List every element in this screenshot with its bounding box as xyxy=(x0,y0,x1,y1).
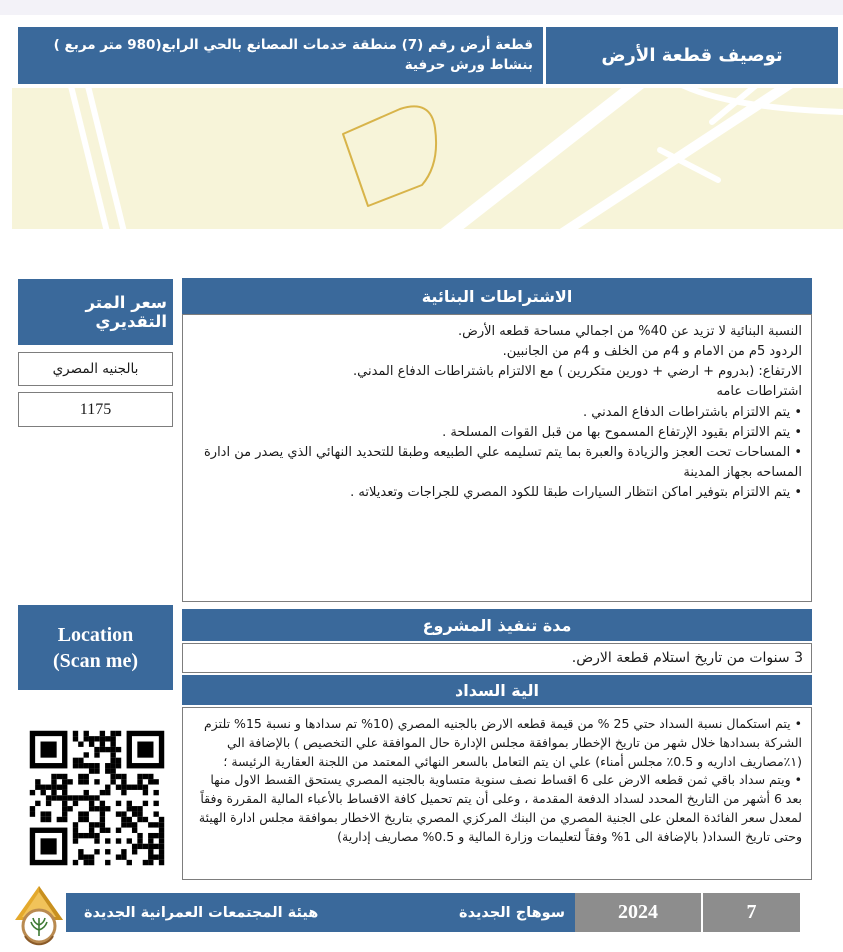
payment-title: الية السداد xyxy=(182,675,812,705)
qr-code xyxy=(24,722,170,874)
price-currency: بالجنيه المصري xyxy=(18,352,173,386)
map-road xyxy=(87,88,125,229)
location-label-line2: (Scan me) xyxy=(53,649,138,672)
requirement-line: الارتفاع: (بدروم + ارضي + دورين متكررين ) مع الالتزام باشتراطات الدفاع المدني. xyxy=(353,364,802,380)
footer-bar xyxy=(66,893,575,932)
requirement-line: اشتراطات عامه xyxy=(716,384,802,400)
price-value: 1175 xyxy=(18,392,173,427)
requirement-line: • يتم الالتزام باشتراطات الدفاع المدني . xyxy=(583,404,802,420)
qr-code-graphic xyxy=(24,722,170,874)
location-label xyxy=(18,605,173,690)
requirement-line: الردود 5م من الامام و 4م من الخلف و 4م من الجانبين. xyxy=(502,344,802,360)
plot-outline xyxy=(343,106,436,206)
authority-logo xyxy=(12,884,66,948)
map-graphic xyxy=(12,88,843,229)
requirements-title: الاشتراطات البنائية xyxy=(182,278,812,314)
footer-city-name: سوهاج الجديدة xyxy=(459,904,565,921)
requirement-line: • المساحات تحت العجز والزيادة والعبرة بما يتم تسليمه علي الطبيعه وطبقا للتحديد النهائي الذي يصدر من ادارة المساحه بجهاز المدينة xyxy=(203,444,802,480)
authority-logo-icon xyxy=(12,884,66,948)
duration-title: مدة تنفيذ المشروع xyxy=(182,609,812,641)
requirement-line: • يتم الالتزام بقيود الإرتفاع المسموح بها من قبل القوات المسلحة . xyxy=(442,424,802,440)
map-road xyxy=(70,88,108,229)
footer-year: 2024 xyxy=(575,893,701,932)
price-title: سعر المتر التقديري xyxy=(18,279,173,345)
map-road-main xyxy=(438,88,648,229)
payment-paragraph: • ويتم سداد باقي ثمن قطعه الارض على 6 اقساط نصف سنوية متساوية بالجنيه المصري يستحق القسط الاول منها بعد 6 أشهر من التاريخ المحدد لسداد الدفعة المقدمة ، وعلى أن يتم تحميل كافة الاقساط بالأعباء المالية المقررة وفقاً لمعدل سعر الفائدة المعلن على الجنية المصري من البنك المركزي المصري بتاريخ الاخطار بموافقة مجلس ادارة الهيئة وحتى تاريخ السداد( بالإضافة الى 1% وفقاً لتعليمات وزارة المالية و 0.5% مصاريف إدارية) xyxy=(198,772,802,844)
footer-plot-number: 7 xyxy=(703,893,800,932)
requirement-line: • يتم الالتزام بتوفير اماكن انتظار السيارات طبقا للكود المصري للجراجات وتعديلاته . xyxy=(350,485,802,501)
footer-authority-name: هيئة المجتمعات العمرانية الجديدة xyxy=(84,904,319,921)
site-map xyxy=(12,88,843,229)
duration-value: 3 سنوات من تاريخ استلام قطعة الارض. xyxy=(182,643,812,673)
requirements-box xyxy=(182,314,812,602)
location-label-line1: Location xyxy=(57,623,134,646)
requirement-line: النسبة البنائية لا تزيد عن 40% من اجمالي مساحة قطعه الأرض. xyxy=(458,324,802,339)
top-margin-strip xyxy=(0,0,843,15)
page-title: توصيف قطعة الأرض xyxy=(546,27,838,84)
payment-box xyxy=(182,707,812,880)
plot-description: قطعة أرض رقم (7) منطقة خدمات المصانع بالحي الرابع(980 متر مربع ) بنشاط ورش حرفية xyxy=(18,27,543,84)
payment-paragraph: • يتم استكمال نسبة السداد حتي 25 % من قيمة قطعه الارض بالجنيه المصري (10% تم سدادها و نسبة 15% تلتزم الشركة بسدادها خلال شهر من تاريخ الإخطار بموافقة مجلس الإدارة حال الموافقة علي التخصيص ) بالإضافة الي (١٪مصاريف اداريه و 0.5٪ مجلس أمناء) علي ان يتم التعامل بالسعر النهائي المعتمد من اللجنة العقارية الرئيسة ؛ xyxy=(204,716,802,769)
